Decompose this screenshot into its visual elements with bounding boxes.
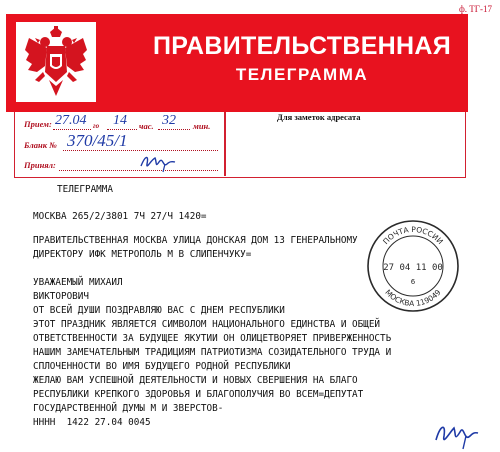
coat-of-arms-icon [16, 22, 96, 102]
text-line: ОТВЕТСТВЕННОСТИ ЗА БУДУЩЕЕ ЯКУТИИ ОН ОЛИЦЕТВОРЯЕТ ПРИВЕРЖЕННОСТЬ [33, 333, 392, 344]
received-date: 27.04 [55, 113, 87, 128]
date-line [53, 129, 91, 130]
postmark-stamp [365, 218, 461, 314]
form-code: ф. ТГ-17 [458, 4, 492, 14]
accepted-label: Принял: [24, 160, 56, 170]
text-line: УВАЖАЕМЫЙ МИХАИЛ [33, 277, 123, 288]
form-number: 370/45/1 [67, 131, 128, 150]
text-line: ЭТОТ ПРАЗДНИК ЯВЛЯЕТСЯ СИМВОЛОМ НАЦИОНАЛЬНОГО ЕДИНСТВА И ОБЩЕЙ [33, 319, 381, 330]
form-number-line [63, 150, 218, 151]
postmark-top-text: ПОЧТА РОССИИ [381, 224, 445, 247]
text-line: ПРАВИТЕЛЬСТВЕННАЯ МОСКВА УЛИЦА ДОНСКАЯ ДОМ 13 ГЕНЕРАЛЬНОМУ [33, 235, 358, 246]
telegram-heading: ТЕЛЕГРАММА [57, 184, 113, 195]
hour-line [107, 129, 137, 130]
year-label: го [93, 122, 100, 130]
postmark-number: 6 [410, 278, 416, 286]
text-line: ДИРЕКТОРУ ИФК МЕТРОПОЛЬ М В СЛИПЕНЧУКУ= [33, 249, 252, 260]
sender-signature-icon [430, 418, 480, 452]
text-line: РЕСПУБЛИКИ КРЕПКОГО ЗДОРОВЬЯ И БЛАГОПОЛУЧИЯ ВО ВСЕМ=ДЕПУТАТ [33, 389, 364, 400]
text-line: ГОСУДАРСТВЕННОЙ ДУМЫ М И ЗВЕРСТОВ- [33, 403, 224, 414]
banner-title: ПРАВИТЕЛЬСТВЕННАЯ [152, 32, 452, 60]
service-line: МОСКВА 265/2/3801 7Ч 27/Ч 1420= [33, 211, 207, 222]
received-label: Прием: [24, 119, 52, 129]
received-hour: 14 [113, 113, 127, 128]
hour-label: час. [139, 121, 154, 131]
form-number-label: Бланк № [24, 140, 57, 150]
panel-divider [224, 112, 226, 176]
postmark-bottom-text: МОСКВА 119049 [383, 287, 443, 309]
text-line: СПЛОЧЕННОСТИ ВО ИМЯ БУДУЩЕГО РОДНОЙ РЕСПУБЛИКИ [33, 361, 291, 372]
minute-line [158, 129, 190, 130]
text-line: ОТ ВСЕЙ ДУШИ ПОЗДРАВЛЯЮ ВАС С ДНЕМ РЕСПУБЛИКИ [33, 305, 285, 316]
telegram-banner [6, 14, 468, 112]
operator-signature-icon [137, 152, 181, 174]
text-line: НННН 1422 27.04 0045 [33, 417, 151, 428]
text-line: ВИКТОРОВИЧ [33, 291, 89, 302]
banner-subtitle: ТЕЛЕГРАММА [235, 65, 369, 84]
notes-label: Для заметок адресата [277, 112, 361, 122]
postmark-date: 27 04 11 00 [383, 263, 443, 273]
text-line: НАШИМ ЗАМЕЧАТЕЛЬНЫМ ТРАДИЦИЯМ ПАТРИОТИЗМА СОЗИДАТЕЛЬНОГО ТРУДА И [33, 347, 392, 358]
minute-label: мин. [193, 121, 211, 131]
received-minute: 32 [162, 113, 176, 128]
text-line: ЖЕЛАЮ ВАМ УСПЕШНОЙ ДЕЯТЕЛЬНОСТИ И НОВЫХ СВЕРШЕНИЯ НА БЛАГО [33, 375, 358, 386]
reception-panel [14, 112, 466, 178]
